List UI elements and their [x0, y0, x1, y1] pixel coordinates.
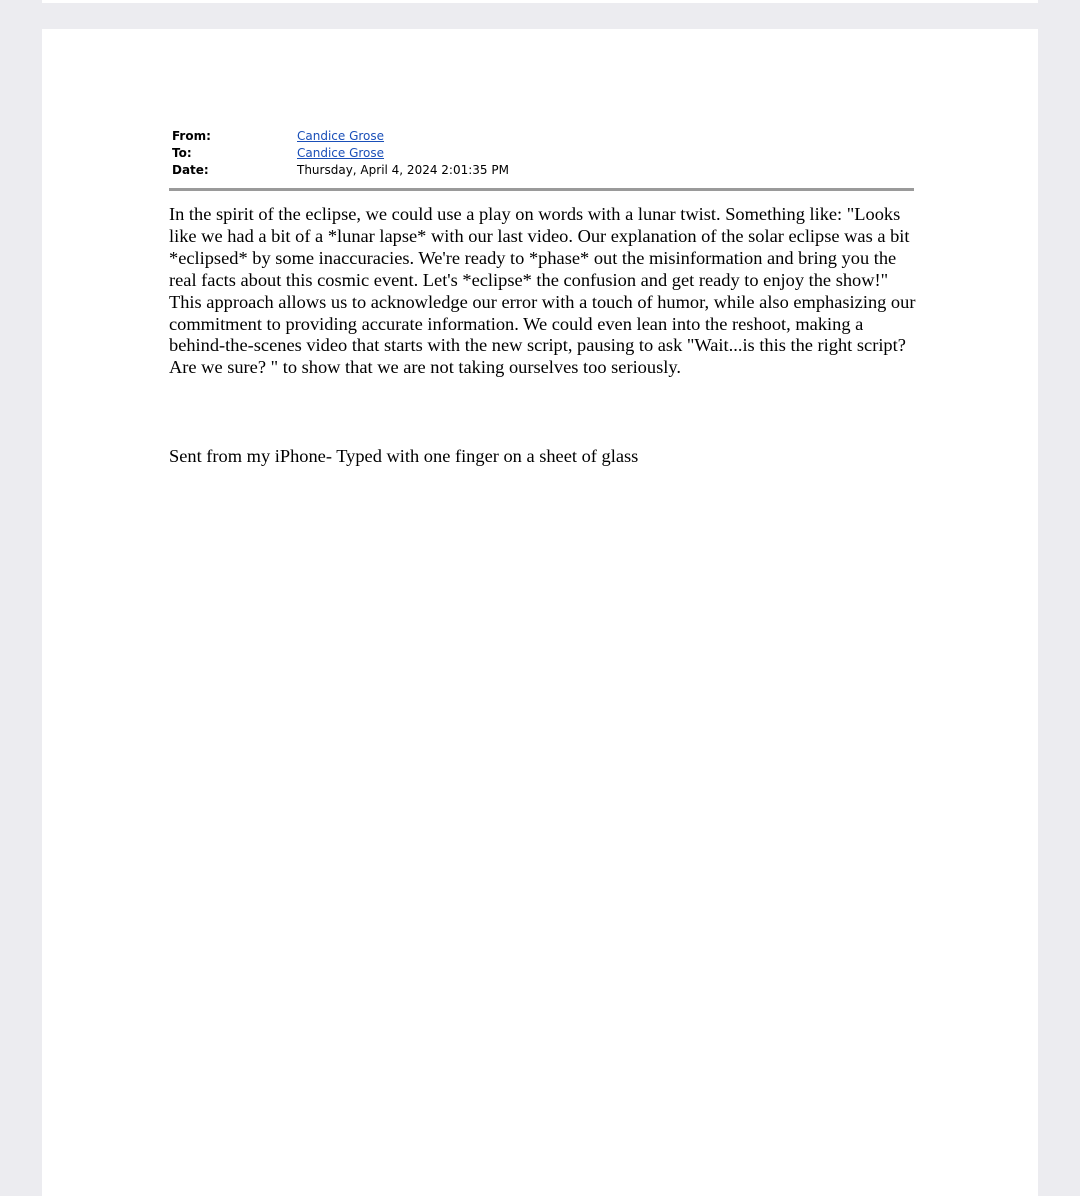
to-row: [171, 145, 915, 162]
date-value: Thursday, April 4, 2024 2:01:35 PM: [297, 163, 509, 177]
email-body: In the spirit of the eclipse, we could use a play on words with a lunar twist. Something like: "Looks like we had a bit of a *lunar lapse* with our last video. Our explanation of the solar eclipse was a bit *eclipsed* by some inaccuracies. We're ready to *phase* out the misinformation and bring you the real facts about this cosmic event. Let's *eclipse* the confusion and get ready to enjoy the show!" This approach allows us to acknowledge our error with a touch of humor, while also emphasizing our commitment to providing accurate information. We could even lean into the reshoot, making a behind-the-scenes video that starts with the new script, pausing to ask "Wait...is this the right script? Are we sure? " to show that we are not taking ourselves too seriously.: [169, 204, 916, 378]
document-page: [42, 29, 1038, 1196]
from-label: From:: [172, 129, 211, 143]
to-label: To:: [172, 146, 192, 160]
to-link[interactable]: Candice Grose: [297, 146, 385, 160]
previous-page-edge: [42, 0, 1038, 3]
from-value-cell: [297, 128, 915, 145]
to-value-cell: [297, 145, 915, 162]
from-link[interactable]: Candice Grose: [297, 129, 385, 143]
email-signature: Sent from my iPhone- Typed with one finger on a sheet of glass: [169, 446, 639, 466]
email-header: [171, 128, 915, 179]
date-row: [171, 162, 915, 179]
header-divider: [169, 188, 914, 191]
from-row: [171, 128, 915, 145]
date-label: Date:: [172, 163, 209, 177]
